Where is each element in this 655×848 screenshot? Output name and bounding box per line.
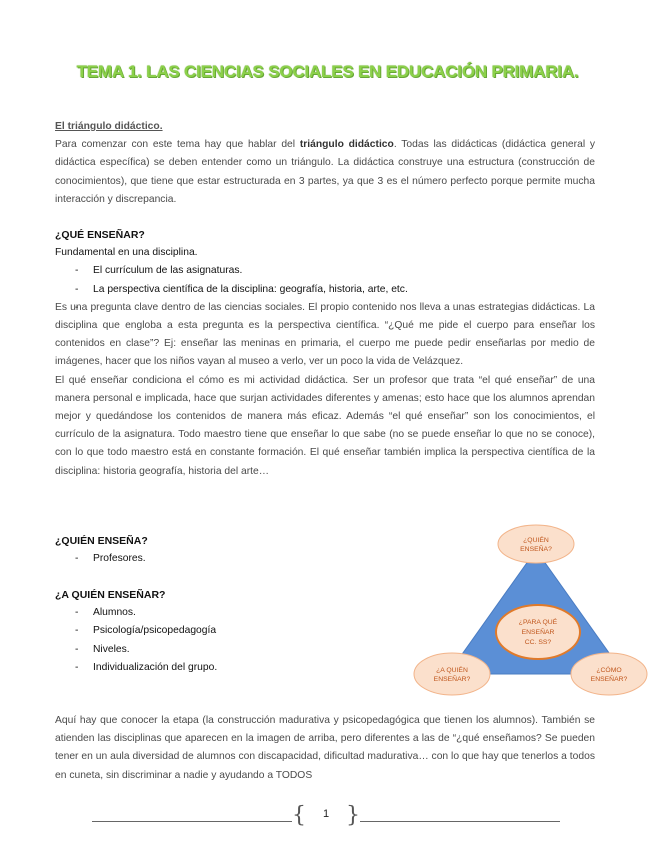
footer-rule-left <box>92 821 292 822</box>
section-heading: El triángulo didáctico. <box>55 121 163 132</box>
section-que <box>55 226 595 481</box>
closing-paragraph <box>55 712 595 785</box>
svg-text:CC. SS?: CC. SS? <box>524 639 552 646</box>
quien-heading: ¿QUIÉN ENSEÑA? <box>55 535 148 547</box>
list-item: - La perspectiva científica de la disciplina: geografía, historia, arte, etc. <box>55 281 595 299</box>
node-quien-ensena <box>498 525 574 563</box>
closing-text: Aquí hay que conocer la etapa (la construcción madurativa y psicopedagógica que tienen los alumnos). También se atienden las disciplinas que aparecen en la imagen de arriba, pero diferentes a las de “¿qué enseñamos? Se pueden tener en un aula diversidad de alumnos con discapacidad, dificultad madurativa… con lo que hay que tenerlos a todos en cuneta, sin discriminar a nadie y ayudando a TODOS <box>55 715 595 781</box>
list-item: - Profesores. <box>55 550 395 568</box>
list-item: - Niveles. <box>55 641 395 659</box>
node-como <box>571 653 647 695</box>
footer-brace-right: } <box>346 803 360 828</box>
section-triangle <box>55 118 595 209</box>
que-paragraph-2: El qué enseñar condiciona el cómo es mi actividad didáctica. Ser un profesor que trata “el qué enseñar” de una manera personal e implicada, hace que surjan actividades diferentes y amenas; esto hace que los alumnos aprendan mejor y quedándose los contenidos de manera más eficaz. Además “el qué enseñar” son los conocimientos, el currículo de la asignatura. Todo maestro tiene que enseñar lo que sabe (no se puede enseñar lo que no se conoce), con lo que todo maestro está en constante formación. El qué enseñar también implica la perspectiva científica de la disciplina: historia geografía, historia del arte… <box>55 374 595 477</box>
list-item: - Alumnos. <box>55 604 395 622</box>
svg-text:¿CÓMO: ¿CÓMO <box>596 667 622 674</box>
svg-text:ENSEÑAR: ENSEÑAR <box>521 629 555 636</box>
didactic-triangle-diagram <box>412 520 652 705</box>
que-subheading: Fundamental en una disciplina. <box>55 247 198 259</box>
intro-paragraph: Para comenzar con este tema hay que hablar del triángulo didáctico. Todas las didácticas (didáctica general y didáctica específica) se deben entender como un triángulo. La didáctica construye una estructura (construcción de conocimientos), que tiene que estar estructurada en 3 partes, ya que 3 es el número perfecto porque permite mucha interacción y discrepancia. <box>55 139 595 205</box>
footer-rule-right <box>360 821 560 822</box>
svg-text:¿QUIÉN: ¿QUIÉN <box>523 537 549 544</box>
quien-list <box>55 550 395 568</box>
bold-term: triángulo didáctico <box>299 139 394 151</box>
svg-text:ENSEÑA?: ENSEÑA? <box>520 546 552 553</box>
node-para-que <box>496 605 580 659</box>
footer-brace-left: { <box>292 803 306 828</box>
que-heading: ¿QUÉ ENSEÑAR? <box>55 229 145 241</box>
aquien-heading: ¿A QUIÉN ENSEÑAR? <box>55 589 166 601</box>
que-paragraph-1: Es una pregunta clave dentro de las ciencias sociales. El propio contenido nos lleva a unas estrategias didácticas. La disciplina que engloba a esta pregunta es la perspectiva científica. “¿Qué me pide el cuerpo para enseñar los contenidos en clase”? Ej: enseñar las meninas en primaria, el cuerpo me puede pedir enseñarlas por medio de imágenes, hacer que los niños vayan al museo a verlo, ver un poco la vida de Velázquez. <box>55 301 595 368</box>
list-item: - Psicología/psicopedagogía <box>55 622 395 640</box>
list-item: - El currículum de las asignaturas. <box>55 262 595 280</box>
section-aquien <box>55 586 395 677</box>
page-number: 1 <box>322 808 330 820</box>
list-item: - Individualización del grupo. <box>55 659 395 677</box>
svg-text:ENSEÑAR?: ENSEÑAR? <box>590 676 628 683</box>
section-quien <box>55 532 395 568</box>
node-a-quien <box>414 653 490 695</box>
svg-text:¿A QUIÉN: ¿A QUIÉN <box>436 667 468 674</box>
document-title: TEMA 1. LAS CIENCIAS SOCIALES EN EDUCACIÓN PRIMARIA. <box>76 62 579 81</box>
aquien-list <box>55 604 395 677</box>
svg-text:ENSEÑAR?: ENSEÑAR? <box>433 676 471 683</box>
svg-text:¿PARA QUÉ: ¿PARA QUÉ <box>518 619 558 626</box>
que-list <box>55 262 595 298</box>
